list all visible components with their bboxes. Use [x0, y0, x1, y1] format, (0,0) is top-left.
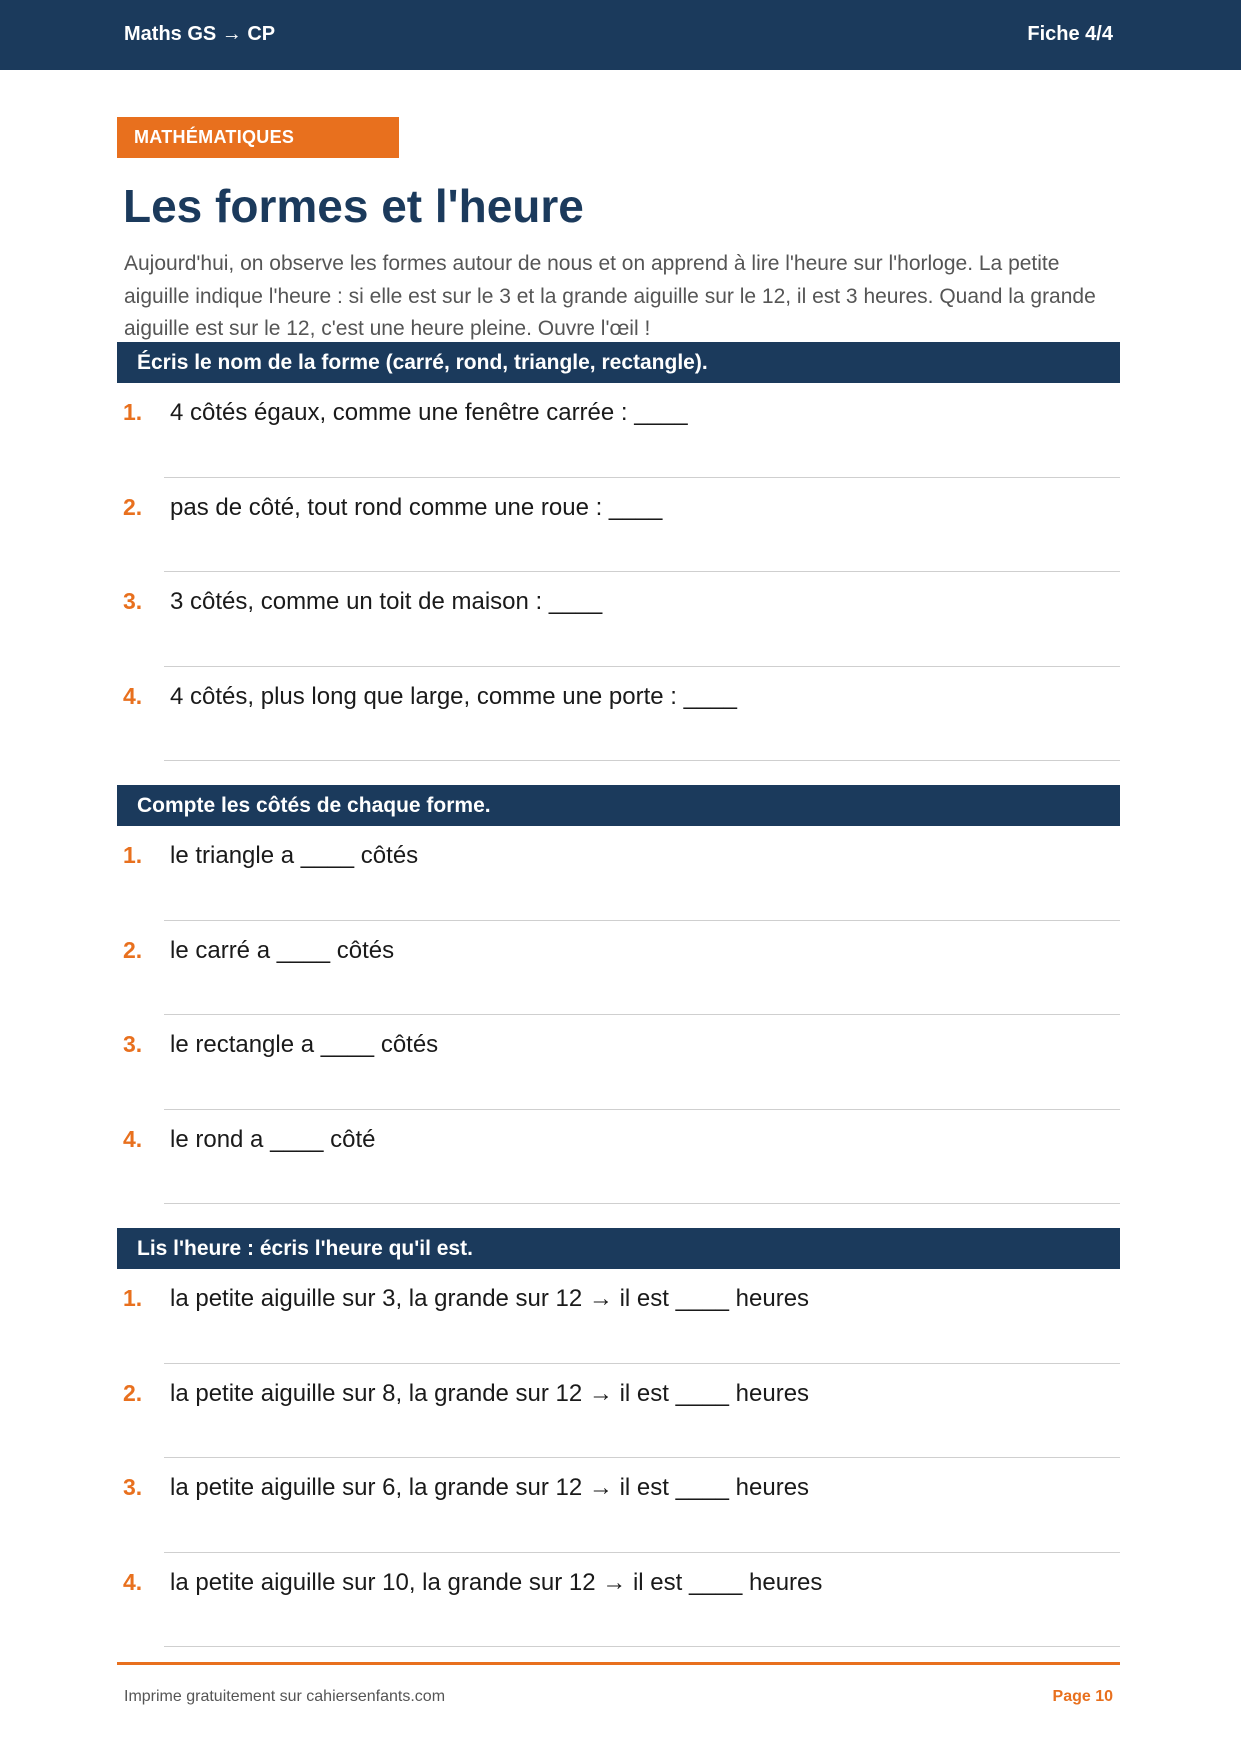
footer-divider [117, 1662, 1120, 1665]
item-text: le rectangle a ____ côtés [170, 1031, 439, 1058]
exercise-section-shapes [117, 342, 1120, 761]
exercise-item [117, 826, 1120, 921]
exercise-item [117, 921, 1120, 1016]
item-number: 2. [123, 493, 143, 520]
item-number: 2. [123, 936, 143, 963]
item-number: 3. [123, 1474, 143, 1500]
exercise-item [117, 1269, 1120, 1364]
item-text: la petite aiguille sur 3, la grande sur 12 → il est ____ heures [170, 1285, 810, 1312]
exercise-item [117, 572, 1120, 667]
exercise-section-sides [117, 785, 1120, 1204]
intro-paragraph: Aujourd'hui, on observe les formes autour de nous et on apprend à lire l'heure sur l'horloge. La petite aiguille indique l'heure : si elle est sur le 3 et la grande aiguille sur le 12, il est 3 heures. Quand la grande aiguille est sur le 12, c'est une heure pleine. Ouvre l'œil ! [124, 252, 1096, 340]
subject-badge: MATHÉMATIQUES [117, 117, 399, 158]
item-number: 1. [123, 842, 143, 868]
exercise-item [117, 478, 1120, 573]
item-number: 1. [123, 399, 143, 425]
item-number: 3. [123, 588, 143, 614]
item-number: 4. [123, 1568, 143, 1595]
item-text: 4 côtés, plus long que large, comme une porte : ____ [170, 682, 738, 710]
section-heading: Écris le nom de la forme (carré, rond, triangle, rectangle). [117, 342, 1120, 383]
exercise-list [117, 383, 1120, 761]
item-text: pas de côté, tout rond comme une roue : ____ [170, 493, 663, 521]
item-text: le triangle a ____ côtés [170, 842, 419, 869]
exercise-item [117, 1553, 1120, 1648]
exercise-list [117, 826, 1120, 1204]
exercise-item [117, 383, 1120, 478]
top-banner [0, 0, 1241, 70]
item-text: le rond a ____ côté [170, 1125, 376, 1153]
item-number: 1. [123, 1285, 143, 1311]
item-text: la petite aiguille sur 8, la grande sur 12 → il est ____ heures [170, 1379, 810, 1407]
item-number: 3. [123, 1031, 143, 1057]
item-number: 2. [123, 1379, 143, 1406]
exercise-item [117, 667, 1120, 762]
exercise-item [117, 1015, 1120, 1110]
item-text: la petite aiguille sur 6, la grande sur 12 → il est ____ heures [170, 1474, 810, 1501]
item-text: 3 côtés, comme un toit de maison : ____ [170, 588, 603, 615]
sheet-number: Fiche 4/4 [1027, 23, 1113, 45]
answer-line[interactable] [164, 1203, 1120, 1204]
exercise-item [117, 1110, 1120, 1205]
section-heading: Lis l'heure : écris l'heure qu'il est. [117, 1228, 1120, 1269]
item-number: 4. [123, 682, 143, 709]
exercise-section-time [117, 1228, 1120, 1647]
exercise-item [117, 1364, 1120, 1459]
page-number: Page 10 [1052, 1688, 1113, 1705]
page-title: Les formes et l'heure [123, 180, 584, 232]
level-label: Maths GS → CP [124, 23, 276, 45]
footer-source: Imprime gratuitement sur cahiersenfants.com [124, 1688, 446, 1705]
item-text: le carré a ____ côtés [170, 936, 395, 964]
answer-line[interactable] [164, 1646, 1120, 1647]
item-number: 4. [123, 1125, 143, 1152]
answer-line[interactable] [164, 760, 1120, 761]
item-text: la petite aiguille sur 10, la grande sur 12 → il est ____ heures [170, 1568, 823, 1596]
item-text: 4 côtés égaux, comme une fenêtre carrée : ____ [170, 399, 688, 426]
section-heading: Compte les côtés de chaque forme. [117, 785, 1120, 826]
exercise-list [117, 1269, 1120, 1647]
exercise-item [117, 1458, 1120, 1553]
